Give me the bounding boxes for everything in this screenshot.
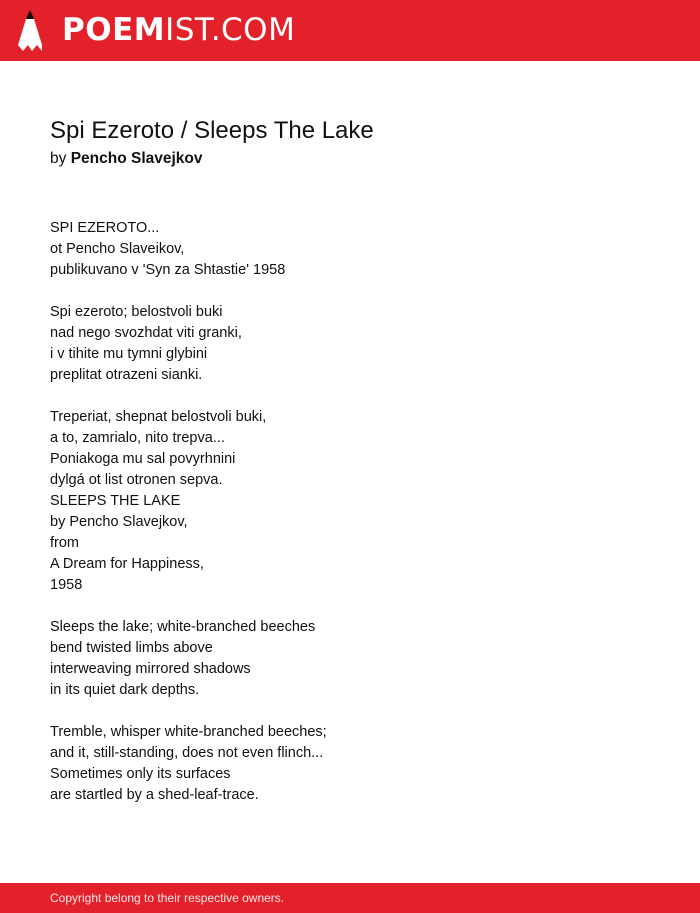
- poem-line: 1958: [50, 577, 83, 593]
- logo-light-text: IST.COM: [165, 12, 296, 48]
- stanza-break: [50, 386, 650, 407]
- poem-title: Spi Ezeroto / Sleeps The Lake: [50, 117, 374, 144]
- poem-line: publikuvano v 'Syn za Shtastie' 1958: [50, 262, 286, 278]
- poem-line: nad nego svozhdat viti granki,: [50, 325, 242, 341]
- poem-line: from: [50, 535, 79, 551]
- poem-line: in its quiet dark depths.: [50, 682, 200, 698]
- stanza-break: [50, 281, 650, 302]
- poem-line: i v tihite mu tymni glybini: [50, 346, 208, 362]
- poem-line: Spi ezeroto; belostvoli buki: [50, 304, 223, 320]
- site-footer: [0, 883, 700, 913]
- poem-line: ot Pencho Slaveikov,: [50, 241, 185, 257]
- poem-line: Sometimes only its surfaces: [50, 766, 231, 782]
- poem-byline: [50, 148, 203, 169]
- logo-bold-text: POEM: [62, 12, 166, 48]
- poem-line: Treperiat, shepnat belostvoli buki,: [50, 409, 267, 425]
- copyright-text: Copyright belong to their respective owners.: [50, 891, 285, 905]
- poem-line: dylgá ot list otronen sepva.: [50, 472, 223, 488]
- site-header: [0, 0, 700, 61]
- poem-line: Tremble, whisper white-branched beeches;: [50, 724, 327, 740]
- stanza-break: [50, 596, 650, 617]
- poem-line: A Dream for Happiness,: [50, 556, 204, 572]
- poem-line: bend twisted limbs above: [50, 640, 213, 656]
- poem-line: by Pencho Slavejkov,: [50, 514, 188, 530]
- poem-line: are startled by a shed-leaf-trace.: [50, 787, 259, 803]
- author-name: Pencho Slavejkov: [70, 150, 203, 167]
- poem-line: SPI EZEROTO...: [50, 220, 160, 236]
- poem-line: Poniakoga mu sal povyrhnini: [50, 451, 236, 467]
- poem-line: and it, still-standing, does not even flinch...: [50, 745, 324, 761]
- poem-line: SLEEPS THE LAKE: [50, 493, 181, 509]
- stanza-break: [50, 701, 650, 722]
- pencil-icon[interactable]: [18, 10, 42, 51]
- poem-line: Sleeps the lake; white-branched beeches: [50, 619, 316, 635]
- poem-line: interweaving mirrored shadows: [50, 661, 251, 677]
- site-logo[interactable]: [62, 12, 295, 48]
- by-label: by: [50, 150, 67, 167]
- poem-body: [50, 218, 650, 806]
- poem-line: a to, zamrialo, nito trepva...: [50, 430, 225, 446]
- poem-line: preplitat otrazeni sianki.: [50, 367, 203, 383]
